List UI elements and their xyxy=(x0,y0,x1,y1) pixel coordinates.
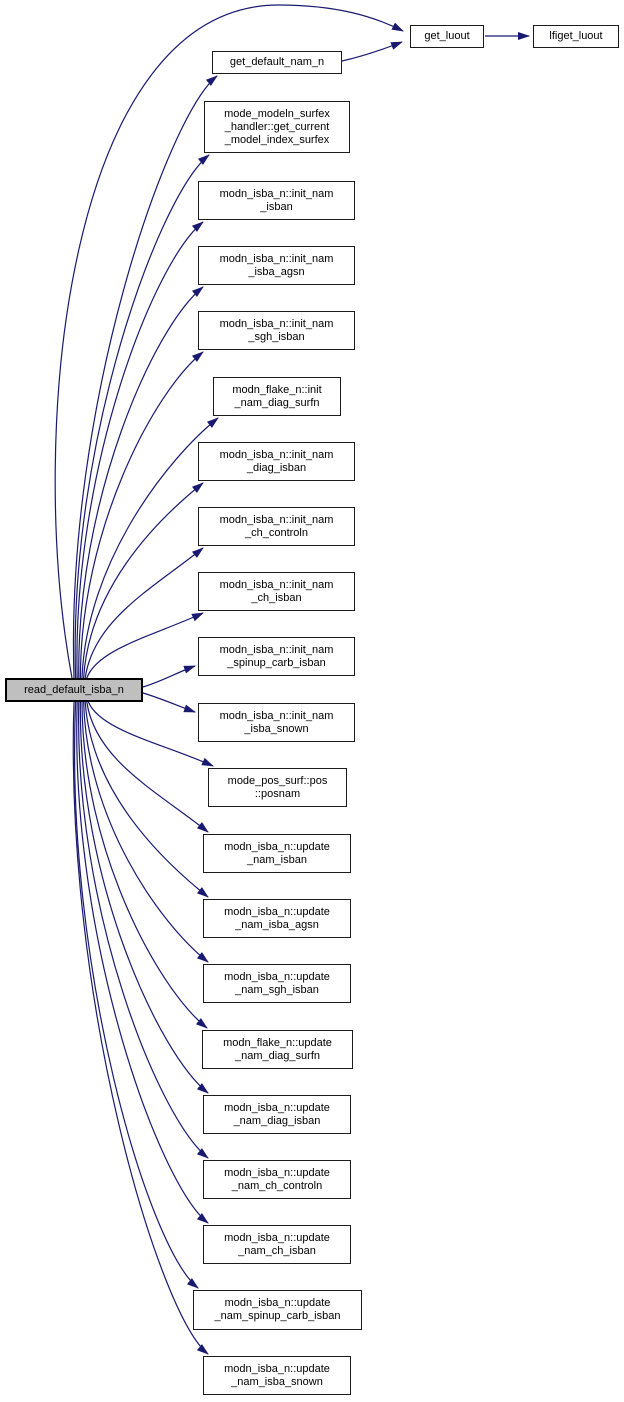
node-label-line: _nam_diag_surfn xyxy=(234,396,320,409)
node-label-line: _nam_diag_surfn xyxy=(234,1049,320,1062)
node-label-line: _nam_spinup_carb_isban xyxy=(214,1310,341,1322)
graph-node-init-nam-spinup-carb-isban[interactable] xyxy=(198,637,355,676)
graph-node-update-nam-ch-controln[interactable] xyxy=(203,1160,351,1199)
graph-node-init-nam-ch-controln[interactable] xyxy=(198,507,355,546)
node-label-line: _nam_isba_agsn xyxy=(235,918,319,931)
node-label-line: modn_isba_n::update xyxy=(224,905,330,918)
node-label-line: _model_index_surfex xyxy=(224,133,330,146)
graph-node-get-default-nam-n[interactable] xyxy=(212,51,342,74)
graph-node-init-nam-diag-isban[interactable] xyxy=(198,442,355,481)
graph-node-read-default-isba-n[interactable] xyxy=(5,678,143,702)
edge-read-default-isba-n-to-update-nam-ch-controln xyxy=(79,702,208,1158)
node-label-line: _ch_isban xyxy=(251,591,302,604)
node-label-line: modn_isba_n::update xyxy=(224,1297,331,1309)
edge-read-default-isba-n-to-update-nam-ch-isban xyxy=(77,702,208,1223)
node-label-line: _nam_sgh_isban xyxy=(235,983,319,996)
graph-node-update-nam-isba-agsn[interactable] xyxy=(203,899,351,938)
graph-node-update-nam-diag-isban[interactable] xyxy=(203,1095,351,1134)
node-label-line: ::posnam xyxy=(254,787,301,800)
edge-get-default-nam-n-to-get-luout xyxy=(342,42,402,61)
edge-read-default-isba-n-to-init-nam-ch-isban xyxy=(87,613,203,678)
node-label-line: mode_pos_surf::pos xyxy=(227,774,328,787)
node-label-line: _handler::get_current xyxy=(224,120,330,133)
graph-node-init-nam-ch-isban[interactable] xyxy=(198,572,355,611)
node-label-line: modn_isba_n::update xyxy=(224,1362,330,1375)
node-label-line: modn_isba_n::init_nam xyxy=(219,709,334,722)
graph-node-init-nam-isba-agsn[interactable] xyxy=(198,246,355,285)
edge-read-default-isba-n-to-get-default-nam-n xyxy=(73,76,217,678)
node-label-line: get_default_nam_n xyxy=(229,56,325,68)
node-label-line: _nam_diag_isban xyxy=(233,1114,321,1127)
graph-node-update-nam-sgh-isban[interactable] xyxy=(203,964,351,1003)
node-label-line: modn_isba_n::update xyxy=(224,1166,330,1179)
node-label-line: modn_isba_n::update xyxy=(224,1101,330,1114)
node-label-line: _isba_snown xyxy=(244,722,309,735)
edge-read-default-isba-n-to-update-nam-isba-agsn xyxy=(85,702,208,897)
node-label-line: _sgh_isban xyxy=(248,330,305,343)
edge-read-default-isba-n-to-init-nam-diag-isban xyxy=(84,483,203,678)
node-label-line: modn_flake_n::init xyxy=(232,383,322,396)
node-label-line: modn_isba_n::init_nam xyxy=(219,578,334,591)
node-label-line: _nam_isba_snown xyxy=(231,1375,323,1388)
edge-read-default-isba-n-to-init-nam-sgh-isban xyxy=(80,352,203,678)
edge-read-default-isba-n-to-init-nam-isba-snown xyxy=(143,693,195,712)
node-label-line: _ch_controln xyxy=(245,526,308,539)
graph-node-init-nam-isban[interactable] xyxy=(198,181,355,220)
node-label-line: modn_isba_n::update xyxy=(224,1231,330,1244)
node-label-line: lfiget_luout xyxy=(549,30,603,42)
node-label-line: modn_isba_n::init_nam xyxy=(219,643,334,656)
edge-read-default-isba-n-to-init-nam-isba-agsn xyxy=(79,287,203,678)
node-label-line: _diag_isban xyxy=(246,461,307,474)
edge-read-default-isba-n-to-init-nam-spinup-carb-isban xyxy=(143,666,195,687)
graph-node-get-current-model-index-surfex[interactable] xyxy=(204,101,350,153)
node-label-line: modn_isba_n::init_nam xyxy=(219,513,334,526)
node-label-line: modn_isba_n::init_nam xyxy=(219,317,334,330)
node-label-line: _nam_isban xyxy=(247,853,307,866)
graph-node-update-nam-spinup-carb-isban[interactable] xyxy=(193,1290,362,1330)
graph-node-init-nam-sgh-isban[interactable] xyxy=(198,311,355,350)
graph-node-update-nam-diag-surfn[interactable] xyxy=(202,1030,353,1069)
node-label-line: _isban xyxy=(260,200,293,213)
node-label-line: modn_isba_n::update xyxy=(224,970,330,983)
edge-read-default-isba-n-to-update-nam-isban xyxy=(87,702,208,832)
edge-read-default-isba-n-to-update-nam-diag-isban xyxy=(80,702,208,1093)
graph-node-lfiget-luout[interactable] xyxy=(533,25,619,48)
node-label-line: _spinup_carb_isban xyxy=(227,656,326,669)
node-label-line: modn_isba_n::init_nam xyxy=(219,252,334,265)
node-label-line: _isba_agsn xyxy=(248,265,305,278)
edge-read-default-isba-n-to-update-nam-isba-snown xyxy=(73,702,208,1354)
graph-node-init-nam-diag-surfn[interactable] xyxy=(213,377,341,416)
graph-node-init-nam-isba-snown[interactable] xyxy=(198,703,355,742)
graph-node-posnam[interactable] xyxy=(208,768,347,807)
node-label-line: _nam_ch_isban xyxy=(238,1244,316,1257)
node-label-line: modn_flake_n::update xyxy=(223,1036,332,1049)
node-label-line: modn_isba_n::init_nam xyxy=(219,187,334,200)
node-label-line: _nam_ch_controln xyxy=(231,1179,323,1192)
graph-node-update-nam-ch-isban[interactable] xyxy=(203,1225,351,1264)
graph-node-update-nam-isban[interactable] xyxy=(203,834,351,873)
node-label-line: get_luout xyxy=(424,30,470,42)
edge-read-default-isba-n-to-update-nam-diag-surfn xyxy=(82,702,207,1028)
node-label-line: mode_modeln_surfex xyxy=(224,107,330,120)
node-label-line: modn_isba_n::init_nam xyxy=(219,448,334,461)
node-label-line: read_default_isba_n xyxy=(24,683,124,696)
node-label-line: modn_isba_n::update xyxy=(224,840,330,853)
graph-node-get-luout[interactable] xyxy=(410,25,484,48)
graph-node-update-nam-isba-snown[interactable] xyxy=(203,1356,351,1395)
